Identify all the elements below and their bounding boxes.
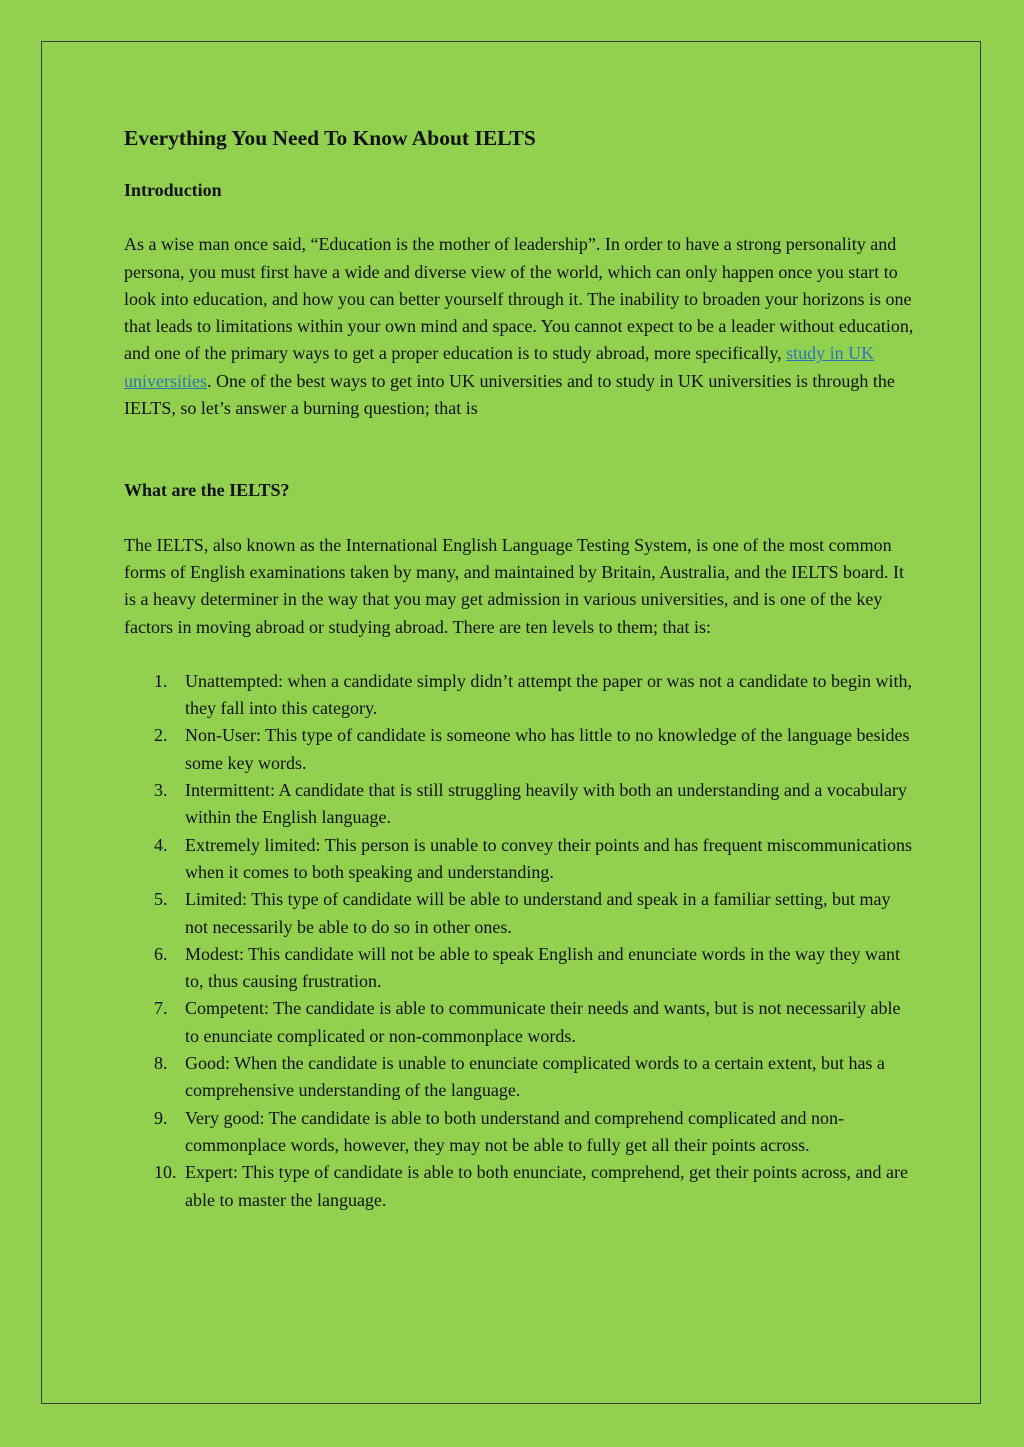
list-item xyxy=(124,668,914,723)
list-item-number: 10. xyxy=(154,1162,177,1183)
list-item-text: Good: When the candidate is unable to enunciate complicated words to a certain extent, but has a comprehensive understanding of the language. xyxy=(185,1053,885,1101)
list-item-number: 4. xyxy=(154,834,168,855)
list-item xyxy=(124,995,914,1050)
intro-text-before-link: As a wise man once said, “Education is the mother of leadership”. In order to have a strong personality and persona, you must first have a wide and diverse view of the world, which can only happen once you start to look into education, and how you can better yourself through it. The inability to broaden your horizons is one that leads to limitations within your own mind and space. You cannot expect to be a leader without education, and one of the primary ways to get a proper education is to study abroad, more specifically, xyxy=(124,234,914,364)
list-item-number: 1. xyxy=(154,670,168,691)
list-item xyxy=(124,886,914,941)
list-item-number: 6. xyxy=(154,943,168,964)
document-title: Everything You Need To Know About IELTS xyxy=(124,126,536,150)
introduction-paragraph xyxy=(124,231,914,422)
list-item-text: Limited: This type of candidate will be able to understand and speak in a familiar setting, but may not necessarily be able to do so in other ones. xyxy=(185,889,891,937)
list-item-number: 5. xyxy=(154,889,168,910)
list-item-number: 3. xyxy=(154,780,168,801)
list-item-number: 8. xyxy=(154,1053,168,1074)
study-in-uk-universities-link[interactable]: study in UK universities xyxy=(124,343,875,391)
list-item-text: Competent: The candidate is able to communicate their needs and wants, but is not necessarily able to enunciate complicated or non-commonplace words. xyxy=(185,998,901,1046)
intro-text-after-link: . One of the best ways to get into UK universities and to study in UK universities is through the IELTS, so let’s answer a burning question; that is xyxy=(124,370,895,419)
list-item-text: Very good: The candidate is able to both understand and comprehend complicated and non-commonplace words, however, they may not be able to fully get all their points across. xyxy=(185,1107,844,1155)
list-item xyxy=(124,1050,914,1105)
list-item-number: 7. xyxy=(154,998,168,1019)
list-item-text: Non-User: This type of candidate is someone who has little to no knowledge of the language besides some key words. xyxy=(185,725,910,773)
list-item xyxy=(124,832,914,887)
list-item-text: Intermittent: A candidate that is still struggling heavily with both an understanding and a vocabulary within the English language. xyxy=(185,780,907,828)
list-item-text: Unattempted: when a candidate simply didn’t attempt the paper or was not a candidate to begin with, they fall into this category. xyxy=(185,670,912,719)
what-are-ielts-heading: What are the IELTS? xyxy=(124,480,290,501)
list-item-text: Modest: This candidate will not be able to speak English and enunciate words in the way they want to, thus causing frustration. xyxy=(185,943,900,992)
list-item xyxy=(124,722,914,777)
list-item xyxy=(124,777,914,832)
list-item xyxy=(124,1105,914,1160)
list-item xyxy=(124,1159,914,1214)
list-item-text: Extremely limited: This person is unable to convey their points and has frequent miscommunications when it comes to both speaking and understanding. xyxy=(185,834,913,882)
introduction-heading: Introduction xyxy=(124,180,222,200)
what-are-ielts-paragraph: The IELTS, also known as the International English Language Testing System, is one of the most common forms of English examinations taken by many, and maintained by Britain, Australia, and the IELTS board. It is a heavy determiner in the way that you may get admission in various universities, and is one of the key factors in moving abroad or studying abroad. There are ten levels to them; that is: xyxy=(124,534,905,637)
list-item-text: Expert: This type of candidate is able to both enunciate, comprehend, get their points across, and are able to master the language. xyxy=(185,1162,908,1210)
list-item-number: 9. xyxy=(154,1107,168,1128)
document-body xyxy=(124,121,914,1214)
list-item xyxy=(124,941,914,996)
ielts-levels-list xyxy=(124,668,914,1214)
list-item-number: 2. xyxy=(154,725,168,746)
